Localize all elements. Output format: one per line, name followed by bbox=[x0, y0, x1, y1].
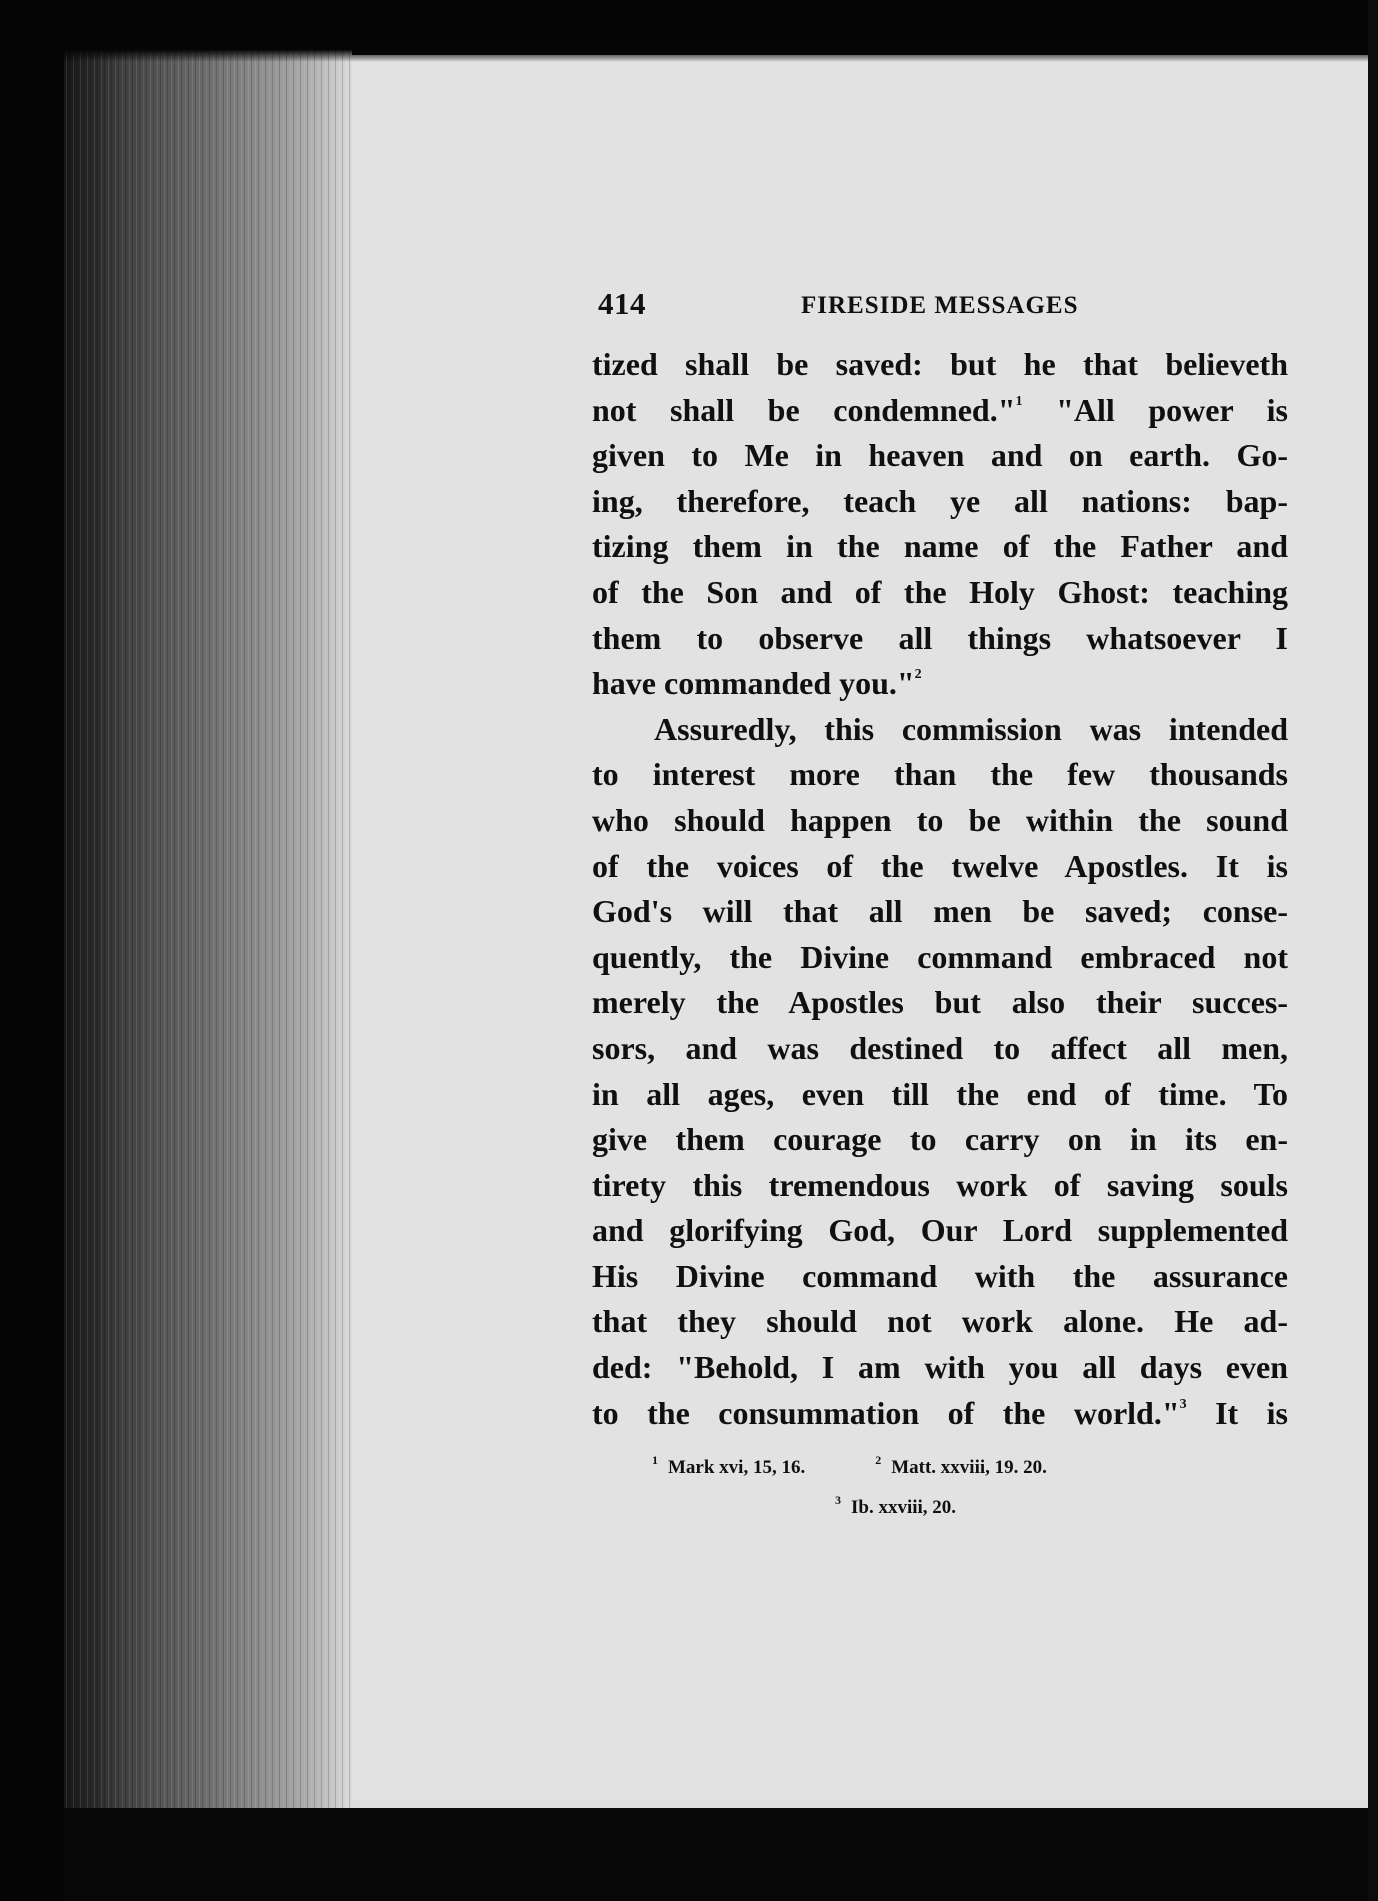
running-title: FIRESIDE MESSAGES bbox=[801, 292, 1079, 319]
text-line: ded: "Behold, I am with you all days even bbox=[592, 1349, 1288, 1386]
text-line: who should happen to be within the sound bbox=[592, 801, 1288, 838]
footnote-ref: 3 bbox=[1179, 1396, 1187, 1412]
text-segment: have commanded you." bbox=[592, 665, 915, 702]
text-line: merely the Apostles but also their succes- bbox=[592, 984, 1288, 1021]
footnotes bbox=[592, 1448, 1288, 1528]
footnote-mark: 1 bbox=[652, 1453, 658, 1468]
right-scan-border bbox=[1368, 0, 1378, 1901]
footnote-row bbox=[592, 1488, 1288, 1528]
text-line: tized shall be saved: but he that believeth bbox=[592, 346, 1288, 382]
text-line: Assuredly, this commission was intended bbox=[654, 710, 1288, 747]
text-line: of the Son and of the Holy Ghost: teaching bbox=[592, 573, 1288, 610]
text-line bbox=[592, 661, 1288, 707]
text-line: tirety this tremendous work of saving souls bbox=[592, 1166, 1288, 1203]
text-segment: not shall be condemned." bbox=[592, 391, 1016, 428]
footnote-mark: 3 bbox=[835, 1493, 841, 1508]
text-block bbox=[592, 284, 1288, 1528]
text-line: to interest more than the few thousands bbox=[592, 756, 1288, 793]
text-line bbox=[592, 388, 1288, 434]
body-text bbox=[592, 342, 1288, 1436]
top-scan-border bbox=[0, 0, 1378, 62]
text-line: in all ages, even till the end of time. To bbox=[592, 1075, 1288, 1112]
text-line: His Divine command with the assurance bbox=[592, 1257, 1288, 1294]
text-line: give them courage to carry on in its en- bbox=[592, 1121, 1288, 1158]
footnote-ref: 1 bbox=[1015, 393, 1023, 409]
text-line: sors, and was destined to affect all men, bbox=[592, 1029, 1288, 1066]
text-line: of the voices of the twelve Apostles. It is bbox=[592, 847, 1288, 884]
text-segment: It is bbox=[1215, 1394, 1289, 1431]
page-number: 414 bbox=[598, 286, 646, 321]
footnote-row bbox=[592, 1448, 1288, 1488]
text-line: ing, therefore, teach ye all nations: bap- bbox=[592, 482, 1288, 519]
text-line: that they should not work alone. He ad- bbox=[592, 1303, 1288, 1340]
text-line: given to Me in heaven and on earth. Go- bbox=[592, 437, 1288, 474]
text-line bbox=[592, 1391, 1288, 1437]
text-line: and glorifying God, Our Lord supplemented bbox=[592, 1212, 1288, 1249]
page-edge-texture bbox=[62, 40, 352, 1820]
text-segment: to the consummation of the world." bbox=[592, 1394, 1180, 1431]
footnote-text: Ib. xxviii, 20. bbox=[851, 1497, 957, 1519]
text-line: quently, the Divine command embraced not bbox=[592, 938, 1288, 975]
footnote-ref: 2 bbox=[914, 667, 922, 683]
text-line: them to observe all things whatsoever I bbox=[592, 619, 1288, 656]
text-segment: "All power is bbox=[1056, 391, 1288, 428]
running-head bbox=[592, 284, 1288, 330]
text-line: God's will that all men be saved; conse- bbox=[592, 893, 1288, 930]
footnote-text: Mark xvi, 15, 16. bbox=[668, 1457, 806, 1479]
footnote-mark: 2 bbox=[875, 1453, 882, 1468]
text-line: tizing them in the name of the Father and bbox=[592, 528, 1288, 565]
left-scan-border bbox=[0, 0, 64, 1901]
footnote-text: Matt. xxviii, 19. 20. bbox=[891, 1457, 1047, 1479]
bottom-scan-border bbox=[0, 1808, 1378, 1901]
